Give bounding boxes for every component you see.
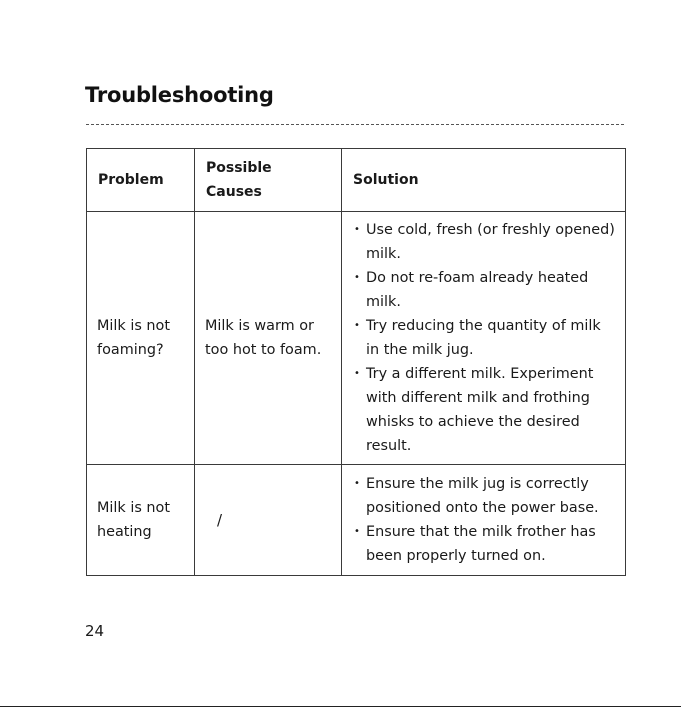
troubleshooting-table xyxy=(86,148,626,576)
header-problem: Problem xyxy=(87,149,195,212)
problem-cell: Milk is not heating xyxy=(87,465,195,576)
solution-item: • Use cold, fresh (or freshly opened) milk. xyxy=(354,218,615,266)
solution-item: • Try a different milk. Experiment with different milk and frothing whisks to achieve the desired result. xyxy=(354,362,615,458)
header-solution: Solution xyxy=(342,149,626,212)
page-number: 24 xyxy=(85,622,105,640)
problem-cell: Milk is not foaming? xyxy=(87,212,195,465)
solution-cell xyxy=(342,465,626,576)
cause-not-applicable: / xyxy=(217,510,223,529)
page-title: Troubleshooting xyxy=(85,83,274,107)
solution-item: • Try reducing the quantity of milk in the milk jug. xyxy=(354,314,615,362)
solution-item: • Ensure that the milk frother has been properly turned on. xyxy=(354,520,615,568)
solution-list xyxy=(352,218,615,458)
table-row xyxy=(87,212,626,465)
header-possible-causes: Possible Causes xyxy=(195,149,342,212)
cause-cell: Milk is warm or too hot to foam. xyxy=(195,212,342,465)
cause-cell xyxy=(195,465,342,576)
table-row xyxy=(87,465,626,576)
solution-item: • Ensure the milk jug is correctly positioned onto the power base. xyxy=(354,472,615,520)
table-header-row xyxy=(87,149,626,212)
dashed-divider xyxy=(86,124,624,125)
solution-cell xyxy=(342,212,626,465)
solution-list xyxy=(352,472,615,568)
solution-item: • Do not re-foam already heated milk. xyxy=(354,266,615,314)
bottom-rule xyxy=(0,706,681,707)
